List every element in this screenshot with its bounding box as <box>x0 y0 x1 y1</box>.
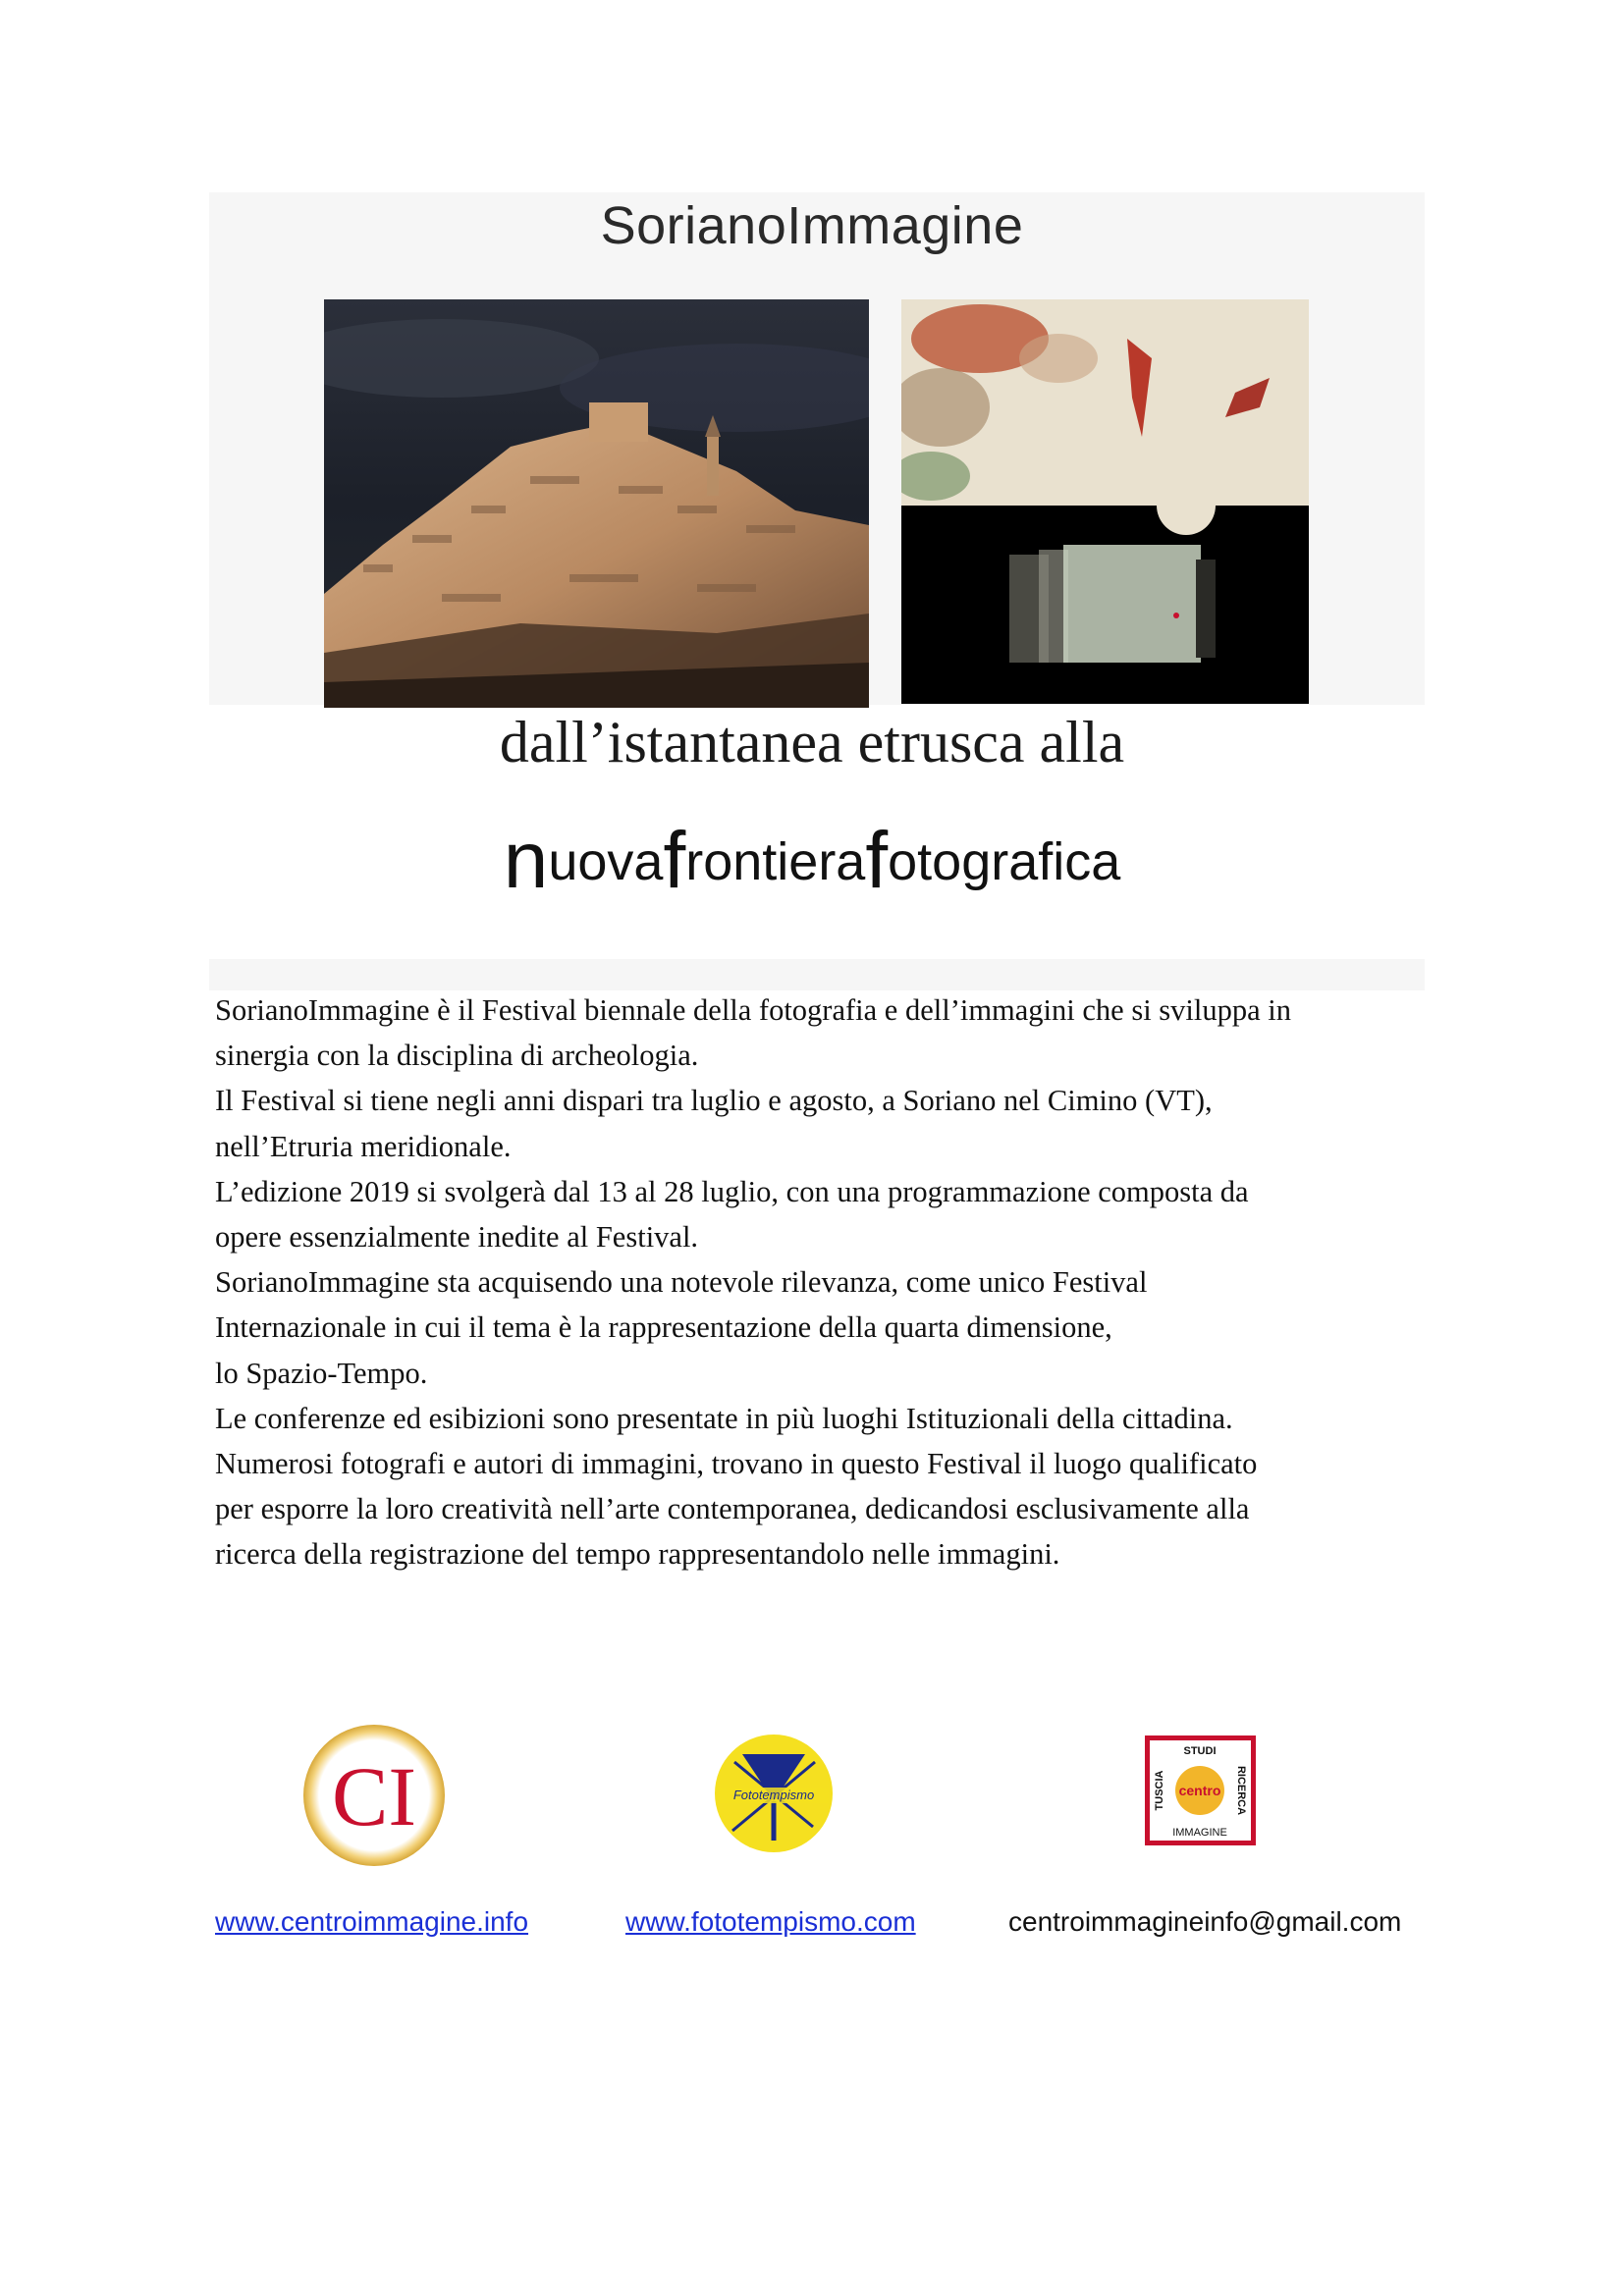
centroimmagine-link[interactable]: www.centroimmagine.info <box>215 1906 529 1937</box>
body-line: SorianoImmagine è il Festival biennale della fotografia e dell’immagini che si sviluppa in <box>215 993 1292 1027</box>
tuscia-logo-bottom: IMMAGINE <box>1172 1827 1227 1839</box>
email-address: centroimmagineinfo@gmail.com <box>1008 1906 1402 1937</box>
subtitle: dall’istantanea etrusca alla <box>499 710 1125 774</box>
tagline-rest-3: otografica <box>888 832 1121 891</box>
soriano-town-photo <box>324 299 869 708</box>
tagline-initial-1: n <box>503 816 549 905</box>
separator-band <box>209 959 1425 990</box>
body-line: sinergia con la disciplina di archeologia. <box>215 1039 699 1073</box>
tagline-initial-3: f <box>865 816 889 905</box>
page-title: SorianoImmagine <box>600 196 1024 255</box>
etruscan-fresco-photo <box>901 299 1309 704</box>
centro-immagine-logo <box>301 1723 447 1868</box>
tagline-initial-2: f <box>663 816 686 905</box>
body-line: per esporre la loro creatività nell’arte contemporanea, dedicandosi esclusivamente alla <box>215 1492 1250 1526</box>
tuscia-centro-studi-logo <box>1144 1735 1257 1846</box>
body-line: ricerca della registrazione del tempo rappresentandolo nelle immagini. <box>215 1537 1060 1572</box>
tagline-rest-2: rontiera <box>685 832 866 891</box>
body-line: Le conferenze ed esibizioni sono presentate in più luoghi Istituzionali della cittadina. <box>215 1401 1233 1435</box>
body-line: Numerosi fotografi e autori di immagini, trovano in questo Festival il luogo qualificato <box>215 1447 1258 1481</box>
body-line: nell’Etruria meridionale. <box>215 1129 512 1163</box>
fototempismo-logo <box>713 1733 835 1854</box>
body-line: L’edizione 2019 si svolgerà dal 13 al 28 luglio, con una programmazione composta da <box>215 1174 1249 1208</box>
tuscia-logo-center: centro <box>1178 1783 1221 1798</box>
body-line: Internazionale in cui il tema è la rappresentazione della quarta dimensione, <box>215 1310 1112 1345</box>
tuscia-logo-top: STUDI <box>1183 1745 1217 1757</box>
ci-logo-text: CI <box>332 1749 416 1843</box>
fototempismo-link[interactable]: www.fototempismo.com <box>625 1906 916 1937</box>
tagline <box>0 815 1624 907</box>
tuscia-logo-left: TUSCIA <box>1154 1770 1165 1811</box>
tuscia-logo-right: RICERCA <box>1235 1765 1247 1816</box>
body-line: Il Festival si tiene negli anni dispari tra luglio e agosto, a Soriano nel Cimino (VT), <box>215 1084 1213 1118</box>
body-line: opere essenzialmente inedite al Festival. <box>215 1220 699 1255</box>
body-line: lo Spazio-Tempo. <box>215 1356 428 1390</box>
body-line: SorianoImmagine sta acquisendo una notevole rilevanza, come unico Festival <box>215 1265 1148 1300</box>
body-text <box>215 988 1413 1577</box>
fototempismo-logo-text: Fototempismo <box>732 1788 815 1802</box>
tagline-rest-1: uova <box>548 832 664 891</box>
